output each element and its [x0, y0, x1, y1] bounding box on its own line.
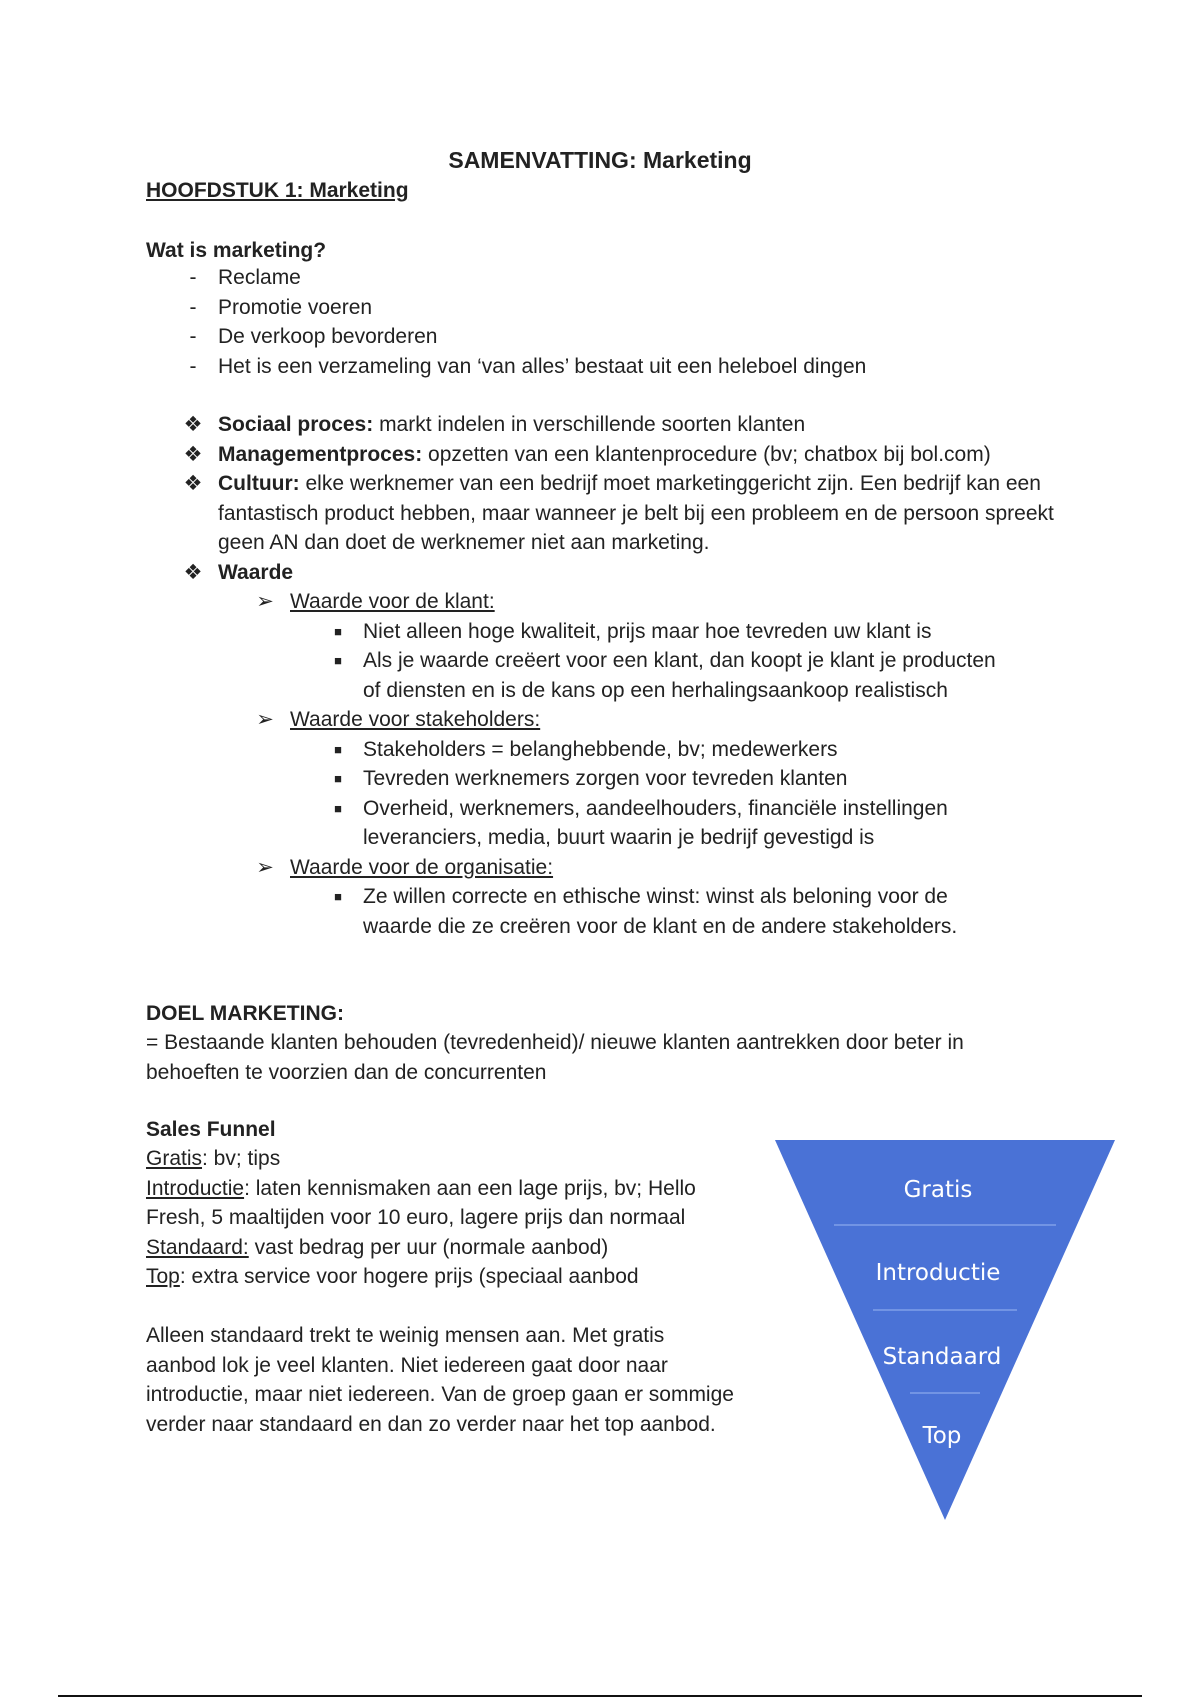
waarde-stakeholders: ➢ Waarde voor stakeholders:	[290, 705, 1010, 735]
list-item: - De verkoop bevorderen	[218, 322, 1068, 352]
square-bullet-icon: ■	[334, 741, 342, 757]
list-item: - Het is een verzameling van ‘van alles’ bestaat uit een heleboel dingen	[218, 352, 1068, 382]
arrow-bullet-icon: ➢	[256, 855, 274, 879]
list-item: ■ Stakeholders = belanghebbende, bv; medewerkers	[363, 735, 1010, 765]
diamond-bullet-icon: ❖	[183, 413, 203, 436]
waarde-organisatie: ➢ Waarde voor de organisatie:	[290, 853, 1010, 883]
funnel-item-standaard: Standaard: vast bedrag per uur (normale aanbod)	[146, 1235, 609, 1259]
dash-bullet: -	[189, 325, 197, 348]
funnel-level-label: Gratis	[903, 1177, 973, 1203]
square-bullet-icon: ■	[334, 653, 342, 668]
dash-bullet: -	[189, 295, 197, 319]
arrow-bullet-icon: ➢	[256, 708, 274, 731]
section-heading-wat-is-marketing: Wat is marketing?	[146, 239, 327, 262]
waarde-sections	[256, 587, 1010, 941]
chapter-heading: HOOFDSTUK 1: Marketing	[146, 179, 409, 202]
list-item: ■ Tevreden werknemers zorgen voor tevreden klanten	[363, 764, 1010, 794]
funnel-item-top: Top: extra service voor hogere prijs (speciaal aanbod	[146, 1265, 639, 1288]
diamond-bullet-icon: ❖	[183, 560, 203, 584]
sales-funnel-diagram	[770, 1135, 1120, 1525]
diamond-bullet-icon: ❖	[183, 472, 203, 495]
dash-list	[189, 263, 1068, 381]
funnel-level-label: Top	[922, 1423, 962, 1449]
list-item: - Promotie voeren	[218, 293, 1068, 323]
diamond-bullet-icon: ❖	[183, 442, 203, 466]
list-item: ■ Overheid, werknemers, aandeelhouders, financiële instellingen leveranciers, media, buurt waarin je bedrijf gevestigd is	[363, 794, 1010, 853]
square-bullet-icon: ■	[334, 771, 342, 786]
list-item: ❖ Waarde	[218, 558, 1058, 588]
arrow-bullet-icon: ➢	[256, 590, 274, 613]
list-item: ■ Als je waarde creëert voor een klant, dan koopt je klant je producten of diensten en is de kans op een herhalingsaankoop realistisch	[363, 646, 1010, 705]
diamond-list	[183, 410, 1058, 587]
doel-heading: DOEL MARKETING:	[146, 1002, 344, 1025]
doel-text: = Bestaande klanten behouden (tevredenheid)/ nieuwe klanten aantrekken door beter in behoeften te voorzien dan de concurrenten	[146, 1031, 964, 1084]
funnel-level-label: Standaard	[882, 1344, 1002, 1370]
funnel-item-gratis: Gratis: bv; tips	[146, 1147, 281, 1170]
waarde-klant-bullets	[334, 617, 1010, 706]
square-bullet-icon: ■	[334, 889, 342, 904]
list-item: - Reclame	[218, 263, 1068, 293]
dash-bullet: -	[189, 266, 197, 289]
funnel-item-introductie: Introductie: laten kennismaken aan een lage prijs, bv; Hello Fresh, 5 maaltijden voor 10 euro, lagere prijs dan normaal	[146, 1176, 696, 1229]
waarde-stakeholders-bullets	[334, 735, 1010, 853]
waarde-klant: ➢ Waarde voor de klant:	[290, 587, 1010, 617]
funnel-level-label: Introductie	[875, 1260, 1001, 1286]
sales-funnel-heading: Sales Funnel	[146, 1118, 276, 1141]
square-bullet-icon: ■	[334, 800, 342, 816]
list-item: ❖ Sociaal proces: markt indelen in verschillende soorten klanten	[218, 410, 1058, 440]
square-bullet-icon: ■	[334, 623, 342, 639]
list-item: ❖ Managementproces: opzetten van een klantenprocedure (bv; chatbox bij bol.com)	[218, 440, 1058, 470]
list-item: ■ Niet alleen hoge kwaliteit, prijs maar hoe tevreden uw klant is	[363, 617, 1010, 647]
list-item: ■ Ze willen correcte en ethische winst: winst als beloning voor de waarde die ze creëren voor de klant en de andere stakeholders.	[363, 882, 1010, 941]
page-bottom-rule	[58, 1695, 1142, 1697]
waarde-organisatie-bullets	[334, 882, 1010, 941]
funnel-definitions	[146, 1144, 746, 1292]
dash-bullet: -	[189, 354, 197, 378]
list-item: ❖ Cultuur: elke werknemer van een bedrijf moet marketinggericht zijn. Een bedrijf kan een fantastisch product hebben, maar wanneer je belt bij een probleem en de persoon spreekt geen AN dan doet de werknemer niet aan marketing.	[218, 469, 1058, 558]
funnel-paragraph: Alleen standaard trekt te weinig mensen aan. Met gratis aanbod lok je veel klanten. Niet iedereen gaat door naar introductie, maar niet iedereen. Van de groep gaan er sommige verder naar standaard en dan zo verder naar het top aanbod.	[146, 1324, 734, 1436]
document-title: SAMENVATTING: Marketing	[448, 147, 752, 173]
